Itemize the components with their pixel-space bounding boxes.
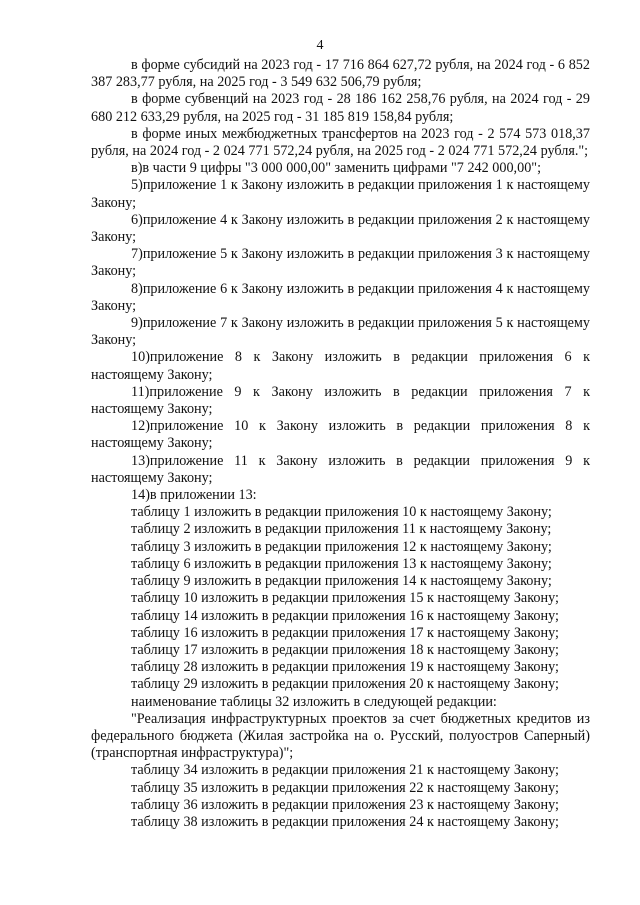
table-item: таблицу 38 изложить в редакции приложения 24 к настоящему Закону; bbox=[131, 813, 559, 830]
page-number: 4 bbox=[316, 38, 324, 53]
table-item: таблицу 2 изложить в редакции приложения 11 к настоящему Закону; bbox=[131, 521, 552, 538]
table-item: таблицу 35 изложить в редакции приложения 22 к настоящему Закону; bbox=[131, 779, 559, 796]
table-item: таблицу 28 изложить в редакции приложения 19 к настоящему Закону; bbox=[131, 659, 559, 676]
table-item: таблицу 14 изложить в редакции приложения 16 к настоящему Закону; bbox=[131, 607, 559, 624]
paragraph-item-13: 13)приложение 11 к Закону изложить в редакции приложения 9 к настоящему Закону; bbox=[91, 452, 590, 486]
table-item: таблицу 1 изложить в редакции приложения 10 к настоящему Закону; bbox=[131, 504, 552, 521]
paragraph-item-8: 8)приложение 6 к Закону изложить в редакции приложения 4 к настоящему Закону; bbox=[91, 280, 590, 314]
paragraph-item-7: 7)приложение 5 к Закону изложить в редакции приложения 3 к настоящему Закону; bbox=[91, 246, 590, 280]
table-item: таблицу 10 изложить в редакции приложения 15 к настоящему Закону; bbox=[131, 590, 559, 607]
table-item: таблицу 36 изложить в редакции приложения 23 к настоящему Закону; bbox=[131, 796, 559, 813]
paragraph-item-5: 5)приложение 1 к Закону изложить в редакции приложения 1 к настоящему Закону; bbox=[91, 177, 590, 211]
paragraph-item-14: 14)в приложении 13: bbox=[131, 487, 257, 504]
table-item: таблицу 6 изложить в редакции приложения 13 к настоящему Закону; bbox=[131, 555, 552, 572]
table-item: таблицу 3 изложить в редакции приложения 12 к настоящему Закону; bbox=[131, 538, 552, 555]
document-body bbox=[91, 57, 590, 831]
paragraph-item-9: 9)приложение 7 к Закону изложить в редакции приложения 5 к настоящему Закону; bbox=[91, 315, 590, 349]
paragraph-subsidies: в форме субсидий на 2023 год - 17 716 864 627,72 рубля, на 2024 год - 6 852 387 283,77 рубля, на 2025 год - 3 549 632 506,79 рубля; bbox=[91, 57, 590, 91]
paragraph-subventions: в форме субвенций на 2023 год - 28 186 162 258,76 рубля, на 2024 год - 29 680 212 633,29 рубля, на 2025 год - 31 185 819 158,84 рубля; bbox=[91, 91, 590, 125]
table-item: таблицу 34 изложить в редакции приложения 21 к настоящему Закону; bbox=[131, 762, 559, 779]
table-item: таблицу 29 изложить в редакции приложения 20 к настоящему Закону; bbox=[131, 676, 559, 693]
paragraph-item-10: 10)приложение 8 к Закону изложить в редакции приложения 6 к настоящему Закону; bbox=[91, 349, 590, 383]
table-32-new-title: "Реализация инфраструктурных проектов за счет бюджетных кредитов из федерального бюджета (Жилая застройка на о. Русский, полуостров Саперный) (транспортная инфраструктура)"; bbox=[91, 710, 590, 762]
table-item: таблицу 17 изложить в редакции приложения 18 к настоящему Закону; bbox=[131, 641, 559, 658]
paragraph-part-9: в)в части 9 цифры "3 000 000,00" заменить цифрами "7 242 000,00"; bbox=[131, 160, 542, 177]
table-32-heading-intro: наименование таблицы 32 изложить в следующей редакции: bbox=[131, 693, 497, 710]
paragraph-item-12: 12)приложение 10 к Закону изложить в редакции приложения 8 к настоящему Закону; bbox=[91, 418, 590, 452]
paragraph-item-6: 6)приложение 4 к Закону изложить в редакции приложения 2 к настоящему Закону; bbox=[91, 211, 590, 246]
table-item: таблицу 16 изложить в редакции приложения 17 к настоящему Закону; bbox=[131, 624, 559, 641]
paragraph-item-11: 11)приложение 9 к Закону изложить в редакции приложения 7 к настоящему Закону; bbox=[91, 383, 590, 418]
table-item: таблицу 9 изложить в редакции приложения 14 к настоящему Закону; bbox=[131, 573, 552, 590]
paragraph-other-transfers: в форме иных межбюджетных трансфертов на 2023 год - 2 574 573 018,37 рубля, на 2024 год - 2 024 771 572,24 рубля, на 2025 год - 2 024 771 572,24 рубля."; bbox=[91, 125, 590, 160]
